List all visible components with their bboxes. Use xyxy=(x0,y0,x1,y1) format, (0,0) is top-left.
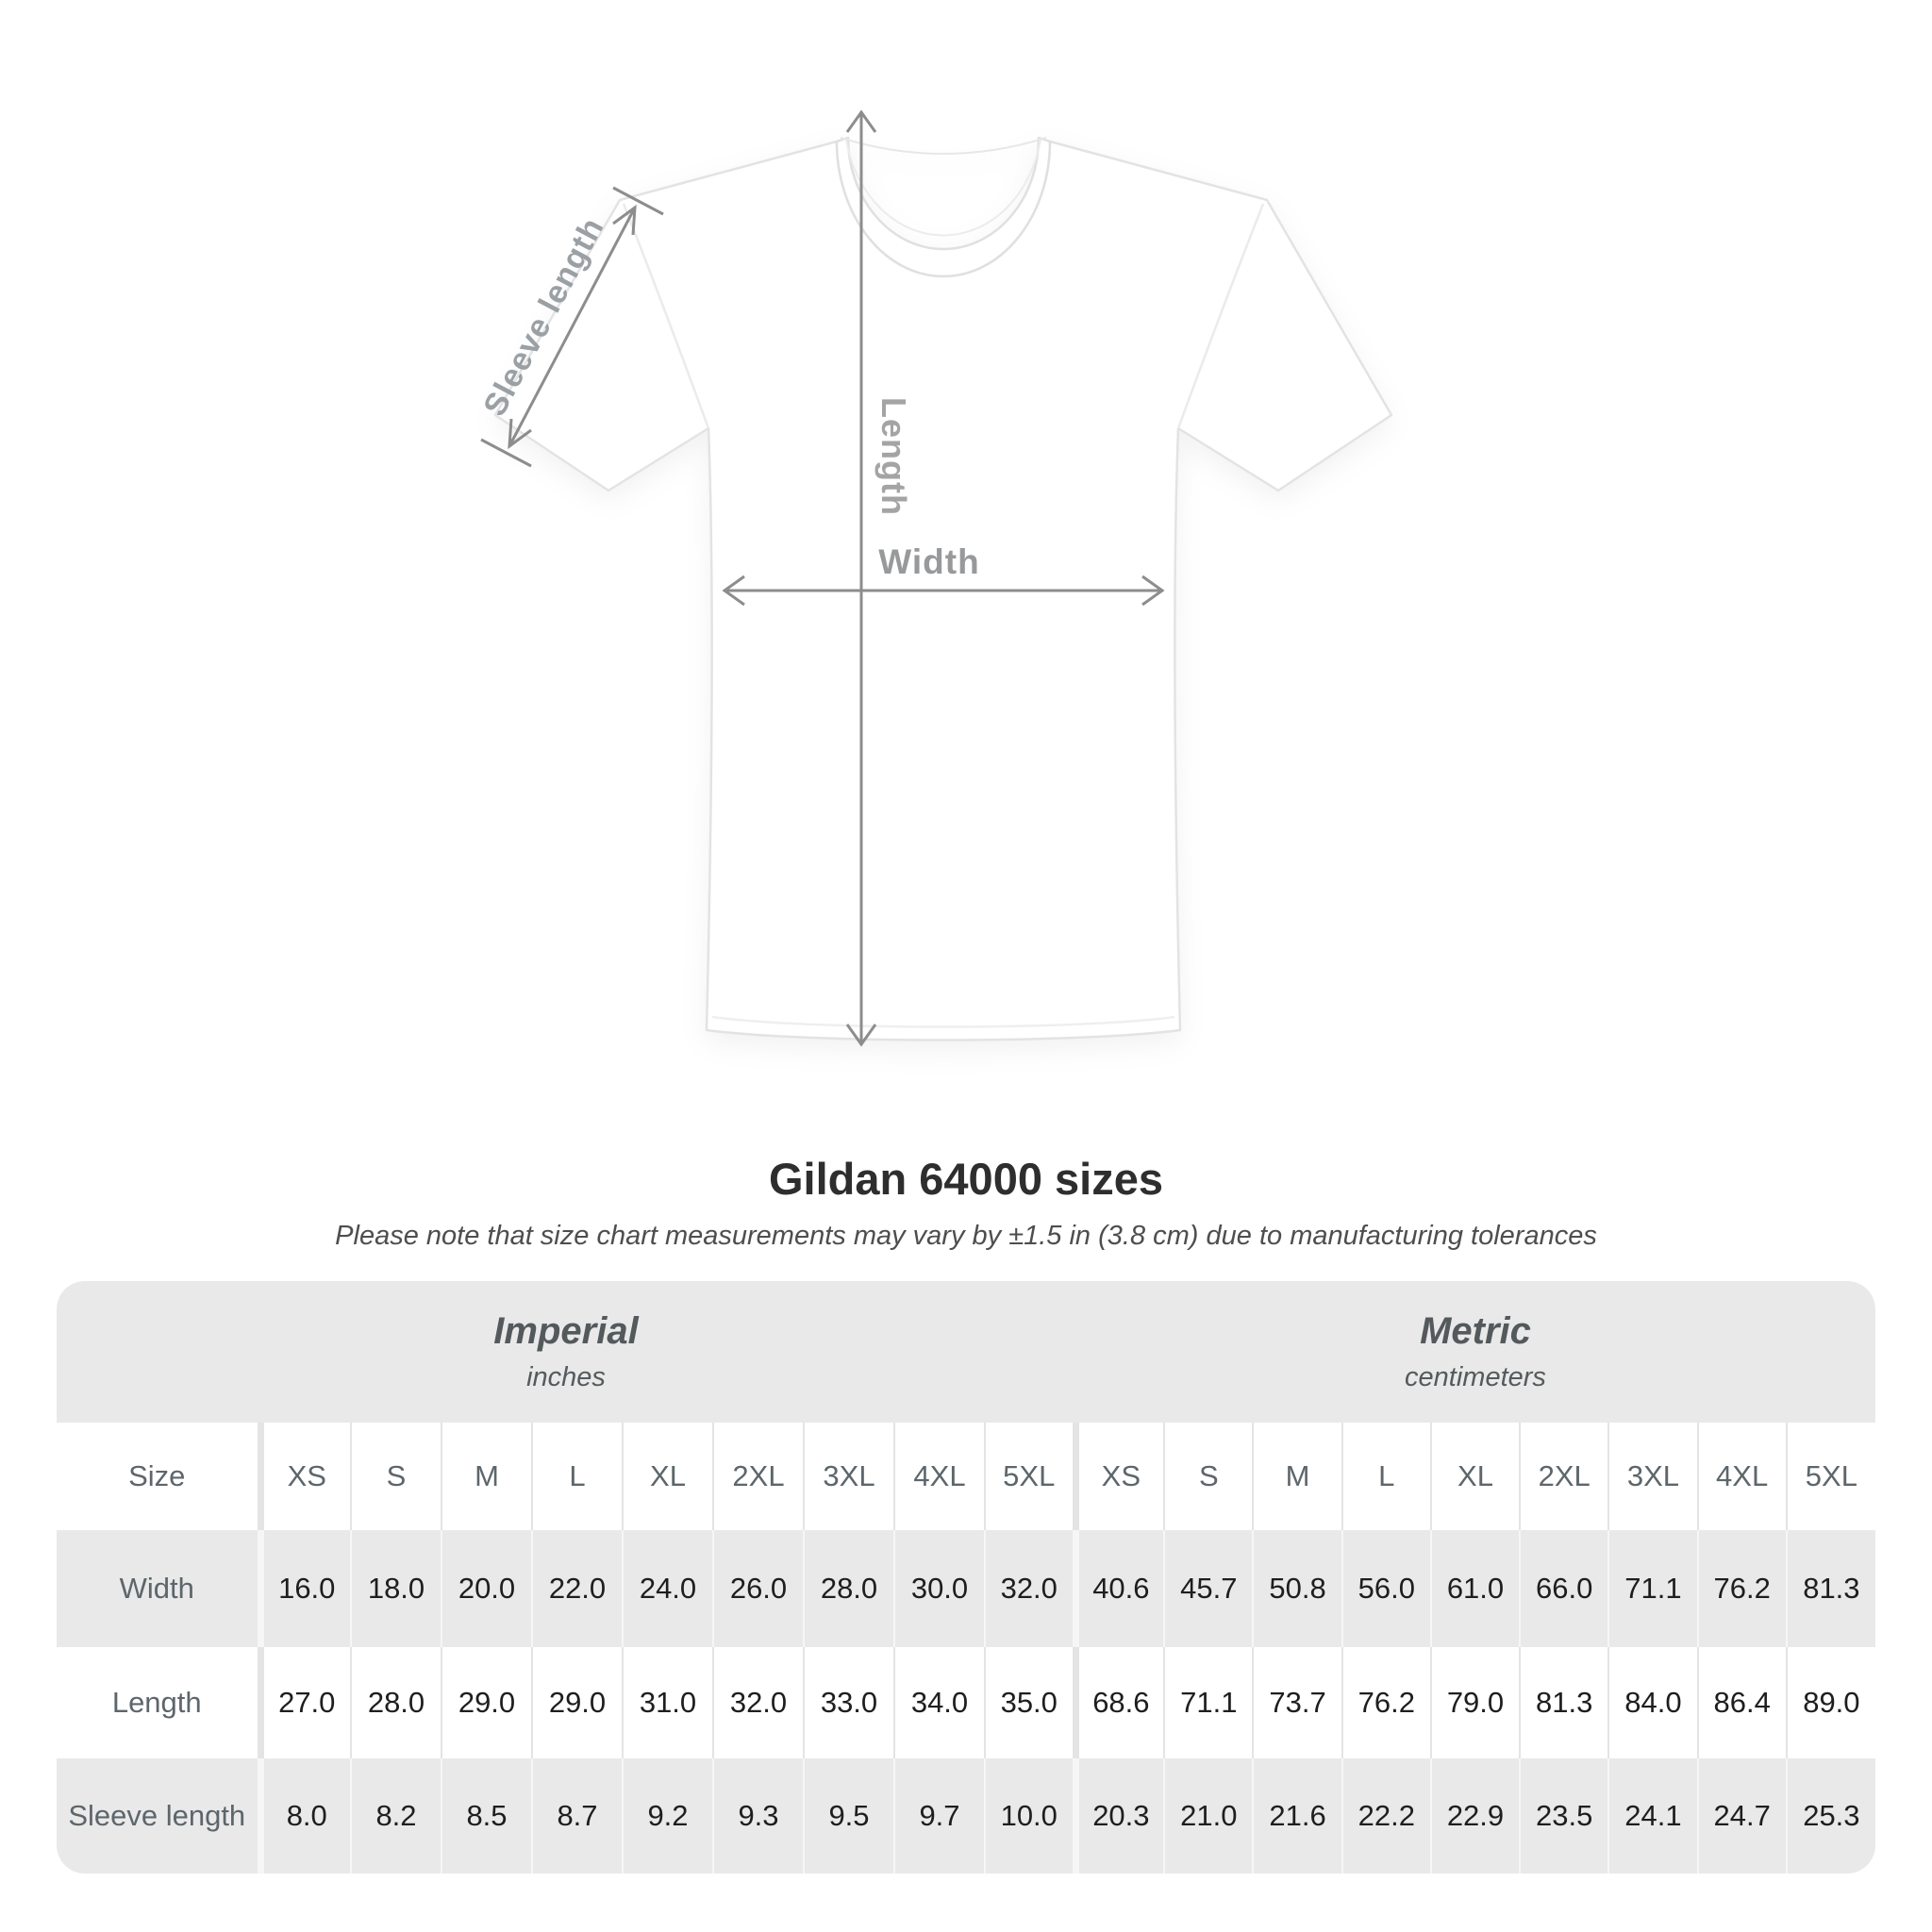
imperial-header xyxy=(57,1281,1075,1423)
sleeve-length-row xyxy=(57,1758,1875,1874)
length-value: 68.6 xyxy=(1075,1647,1164,1758)
sleeve-value: 8.7 xyxy=(532,1758,623,1874)
width-value: 28.0 xyxy=(804,1530,894,1647)
length-value: 29.0 xyxy=(441,1647,532,1758)
width-value: 40.6 xyxy=(1075,1530,1164,1647)
tshirt-measurement-diagram xyxy=(476,83,1420,1102)
width-value: 22.0 xyxy=(532,1530,623,1647)
length-value: 79.0 xyxy=(1431,1647,1520,1758)
width-value: 18.0 xyxy=(351,1530,441,1647)
sleeve-value: 22.9 xyxy=(1431,1758,1520,1874)
size-table xyxy=(57,1423,1875,1874)
size-col: M xyxy=(441,1423,532,1530)
metric-title: Metric xyxy=(1420,1310,1531,1352)
size-col: 5XL xyxy=(1787,1423,1875,1530)
width-row-label: Width xyxy=(119,1572,194,1605)
length-value: 84.0 xyxy=(1608,1647,1697,1758)
width-value: 45.7 xyxy=(1164,1530,1253,1647)
sleeve-value: 25.3 xyxy=(1787,1758,1875,1874)
width-value: 30.0 xyxy=(894,1530,985,1647)
sleeve-value: 24.1 xyxy=(1608,1758,1697,1874)
length-value: 27.0 xyxy=(260,1647,351,1758)
page-title: Gildan 64000 sizes xyxy=(768,1154,1164,1204)
size-col: 2XL xyxy=(713,1423,804,1530)
sleeve-value: 22.2 xyxy=(1342,1758,1431,1874)
size-col: XL xyxy=(623,1423,713,1530)
length-value: 86.4 xyxy=(1698,1647,1787,1758)
tshirt-back-collar xyxy=(841,138,1046,154)
sleeve-value: 20.3 xyxy=(1075,1758,1164,1874)
sleeve-value: 10.0 xyxy=(985,1758,1075,1874)
size-col: XS xyxy=(260,1423,351,1530)
length-value: 28.0 xyxy=(351,1647,441,1758)
size-col: XL xyxy=(1431,1423,1520,1530)
sleeve-value: 9.2 xyxy=(623,1758,713,1874)
width-value: 76.2 xyxy=(1698,1530,1787,1647)
sleeve-value: 24.7 xyxy=(1698,1758,1787,1874)
size-col: 5XL xyxy=(985,1423,1075,1530)
sleeve-value: 8.5 xyxy=(441,1758,532,1874)
size-col: 3XL xyxy=(804,1423,894,1530)
length-value: 73.7 xyxy=(1253,1647,1341,1758)
length-value: 81.3 xyxy=(1520,1647,1608,1758)
sleeve-value: 21.6 xyxy=(1253,1758,1341,1874)
length-value: 34.0 xyxy=(894,1647,985,1758)
width-value: 26.0 xyxy=(713,1530,804,1647)
width-value: 81.3 xyxy=(1787,1530,1875,1647)
length-label: Length xyxy=(874,397,913,516)
size-col: 4XL xyxy=(894,1423,985,1530)
size-row-header: Size xyxy=(128,1459,186,1492)
width-label: Width xyxy=(878,542,980,581)
sleeve-value: 9.7 xyxy=(894,1758,985,1874)
length-value: 33.0 xyxy=(804,1647,894,1758)
length-value: 35.0 xyxy=(985,1647,1075,1758)
sleeve-value: 9.3 xyxy=(713,1758,804,1874)
size-header-row xyxy=(57,1423,1875,1530)
width-value: 56.0 xyxy=(1342,1530,1431,1647)
metric-unit: centimeters xyxy=(1405,1362,1546,1392)
sleeve-length-label: Sleeve length xyxy=(476,211,611,423)
sleeve-value: 21.0 xyxy=(1164,1758,1253,1874)
sleeve-value: 8.2 xyxy=(351,1758,441,1874)
size-col: S xyxy=(1164,1423,1253,1530)
width-value: 20.0 xyxy=(441,1530,532,1647)
length-value: 76.2 xyxy=(1342,1647,1431,1758)
sleeve-value: 23.5 xyxy=(1520,1758,1608,1874)
size-table-container xyxy=(57,1281,1875,1874)
sleeve-value: 8.0 xyxy=(260,1758,351,1874)
units-header-band xyxy=(57,1281,1875,1423)
length-value: 71.1 xyxy=(1164,1647,1253,1758)
length-value: 29.0 xyxy=(532,1647,623,1758)
size-col: S xyxy=(351,1423,441,1530)
length-value: 89.0 xyxy=(1787,1647,1875,1758)
width-value: 50.8 xyxy=(1253,1530,1341,1647)
width-value: 24.0 xyxy=(623,1530,713,1647)
length-row xyxy=(57,1647,1875,1758)
imperial-title: Imperial xyxy=(493,1310,639,1352)
width-value: 71.1 xyxy=(1608,1530,1697,1647)
size-col: L xyxy=(532,1423,623,1530)
width-value: 32.0 xyxy=(985,1530,1075,1647)
length-value: 32.0 xyxy=(713,1647,804,1758)
size-col: 3XL xyxy=(1608,1423,1697,1530)
tolerance-note: Please note that size chart measurements may vary by ±1.5 in (3.8 cm) due to manufacturing tolerances xyxy=(335,1221,1597,1251)
length-row-label: Length xyxy=(111,1686,202,1719)
size-col: XS xyxy=(1075,1423,1164,1530)
metric-header xyxy=(1075,1281,1875,1423)
imperial-unit: inches xyxy=(526,1362,606,1392)
tshirt-image xyxy=(476,83,1420,1102)
width-value: 61.0 xyxy=(1431,1530,1520,1647)
sleeve-value: 9.5 xyxy=(804,1758,894,1874)
size-col: 2XL xyxy=(1520,1423,1608,1530)
size-col: L xyxy=(1342,1423,1431,1530)
sleeve-row-label: Sleeve length xyxy=(68,1799,246,1832)
length-value: 31.0 xyxy=(623,1647,713,1758)
size-col: M xyxy=(1253,1423,1341,1530)
size-col: 4XL xyxy=(1698,1423,1787,1530)
width-value: 66.0 xyxy=(1520,1530,1608,1647)
width-value: 16.0 xyxy=(260,1530,351,1647)
width-row xyxy=(57,1530,1875,1647)
